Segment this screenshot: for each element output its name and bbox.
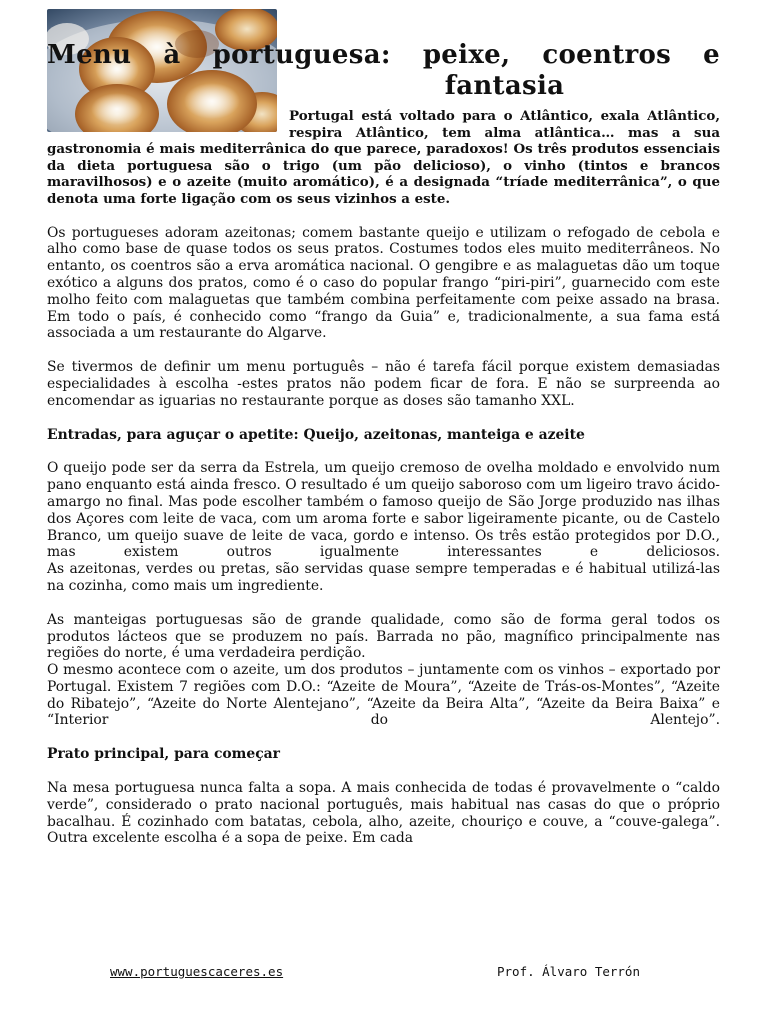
heading-prato-principal: Prato principal, para começar (47, 746, 280, 763)
website-link[interactable]: www.portuguescaceres.es (110, 964, 284, 979)
paragraph-sopa: Na mesa portuguesa nunca falta a sopa. A mais conhecida de todas é provavelmente o “caldo verde”, considerado o prato nacional português, mais habitual nas casas do que o próprio bacalhau. É cozinhado com batatas, cebola, alho, azeite, chouriço e couve, a “couve-galega”. Outra excelente escolha é a sopa de peixe. Em cada (47, 780, 720, 847)
lead-paragraph: Portugal está voltado para o Atlântico, exala Atlântico, respira Atlântico, tem alma atlântica… mas a sua gastronomia é mais mediterrânica do que parece, paradoxos! Os três produtos essenciais da dieta portuguesa são o trigo (um pão delicioso), o vinho (tintos e brancos maravilhosos) e o azeite (muito aromático), é a designada “tríade mediterrânica”, o que denota uma forte ligação com os seus vizinhos a este. (47, 108, 720, 207)
paragraph-queijo-azeitonas: As azeitonas, verdes ou pretas, são servidas quase sempre temperadas e é habitual utilizá-las na cozinha, como mais um ingrediente. (47, 561, 720, 594)
title-line-2: fantasia (444, 71, 565, 101)
page-footer (110, 964, 660, 979)
paragraph-queijo (47, 460, 720, 594)
footer-author: Prof. Álvaro Terrón (497, 964, 640, 979)
paragraph-menu: Se tivermos de definir um menu português – não é tarefa fácil porque existem demasiadas especialidades à escolha -estes pratos não podem ficar de fora. E não se surpreenda ao encomendar as iguarias no restaurante porque as doses são tamanho XXL. (47, 359, 720, 409)
heading-entradas: Entradas, para aguçar o apetite: Queijo, azeitonas, manteiga e azeite (47, 426, 585, 443)
paragraph-queijo-main: O queijo pode ser da serra da Estrela, um queijo cremoso de ovelha moldado e envolvido num pano enquanto está ainda fresco. O resultado é um queijo saboroso com um ligeiro travo ácido-amargo no final. Mas pode escolher também o famoso queijo de São Jorge produzido nas ilhas dos Açores com leite de vaca, com um aroma forte e sabor ligeiramente picante, ou de Castelo Branco, um queijo suave de leite de vaca, gordo e intenso. Os três estão protegidos por D.O., mas existem outros igualmente interessantes e deliciosos. (47, 460, 720, 561)
paragraph-azeitonas: Os portugueses adoram azeitonas; comem bastante queijo e utilizam o refogado de cebola e alho como base de quase todos os seus pratos. Costumes todos eles muito mediterrâneos. No entanto, os coentros são a erva aromática nacional. O gengibre e as malaguetas dão um toque exótico a alguns dos pratos, como é o caso do popular frango “piri-piri”, guarnecido com este molho feito com malaguetas que também combina perfeitamente com peixe assado na brasa. Em todo o país, é conhecido como “frango da Guia” e, tradicionalmente, a sua fama está associada a um restaurante do Algarve. (47, 224, 720, 342)
paragraph-manteigas-main: As manteigas portuguesas são de grande qualidade, como são de forma geral todos os produtos lácteos que se produzem no país. Barrada no pão, magnífico principalmente nas regiões do norte, é uma verdadeira perdição. (47, 611, 720, 662)
article (47, 40, 720, 864)
paragraph-manteigas (47, 612, 720, 730)
paragraph-azeite: O mesmo acontece com o azeite, um dos produtos – juntamente com os vinhos – exportado por Portugal. Existem 7 regiões com D.O.: “Azeite de Moura”, “Azeite de Trás-os-Montes”, “Azeite do Ribatejo”, “Azeite do Norte Alentejano”, “Azeite da Beira Alta”, “Azeite da Beira Baixa” e “Interior do Alentejo”. (47, 662, 720, 729)
title-line-1: Menu à portuguesa: peixe, coentros e (47, 40, 720, 70)
